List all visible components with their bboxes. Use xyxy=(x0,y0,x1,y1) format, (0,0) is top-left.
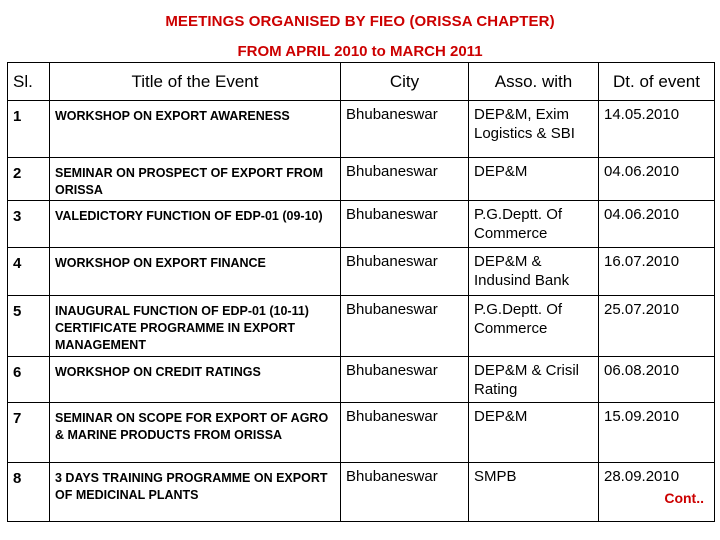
cell-asso: DEP&M, Exim Logistics & SBI xyxy=(469,101,599,158)
cell-asso: DEP&M & Indusind Bank xyxy=(469,248,599,296)
table-row xyxy=(8,158,715,201)
cell-sl: 8 xyxy=(8,462,50,521)
header-date: Dt. of event xyxy=(599,63,715,101)
cell-asso: P.G.Deptt. Of Commerce xyxy=(469,296,599,357)
cell-date: 14.05.2010 xyxy=(599,101,715,158)
cell-asso: P.G.Deptt. Of Commerce xyxy=(469,201,599,248)
cell-asso: SMPB xyxy=(469,462,599,521)
header-asso: Asso. with xyxy=(469,63,599,101)
cell-sl: 1 xyxy=(8,101,50,158)
document-title: MEETINGS ORGANISED BY FIEO (ORISSA CHAPTER) xyxy=(165,13,555,30)
cell-date: 15.09.2010 xyxy=(599,403,715,462)
continued-label: Cont.. xyxy=(664,489,704,506)
table-row xyxy=(8,462,715,521)
cell-title: WORKSHOP ON CREDIT RATINGS xyxy=(50,357,341,403)
cell-city: Bhubaneswar xyxy=(341,201,469,248)
table-row xyxy=(8,357,715,403)
cell-date: 16.07.2010 xyxy=(599,248,715,296)
cell-title: SEMINAR ON SCOPE FOR EXPORT OF AGRO & MARINE PRODUCTS FROM ORISSA xyxy=(50,403,341,462)
cell-city: Bhubaneswar xyxy=(341,248,469,296)
cell-date: 06.08.2010 xyxy=(599,357,715,403)
cell-city: Bhubaneswar xyxy=(341,296,469,357)
cell-title: VALEDICTORY FUNCTION OF EDP-01 (09-10) xyxy=(50,201,341,248)
cell-sl: 3 xyxy=(8,201,50,248)
cell-title: 3 DAYS TRAINING PROGRAMME ON EXPORT OF MEDICINAL PLANTS xyxy=(50,462,341,521)
cell-city: Bhubaneswar xyxy=(341,403,469,462)
cell-asso: DEP&M xyxy=(469,158,599,201)
cell-sl: 7 xyxy=(8,403,50,462)
table-row xyxy=(8,201,715,248)
meetings-table xyxy=(7,62,715,522)
cell-city: Bhubaneswar xyxy=(341,101,469,158)
cell-city: Bhubaneswar xyxy=(341,158,469,201)
header-city: City xyxy=(341,63,469,101)
cell-asso: DEP&M xyxy=(469,403,599,462)
cell-title: WORKSHOP ON EXPORT AWARENESS xyxy=(50,101,341,158)
cell-date: 04.06.2010 xyxy=(599,158,715,201)
cell-city: Bhubaneswar xyxy=(341,357,469,403)
table-header-row xyxy=(8,63,715,101)
table-row xyxy=(8,248,715,296)
table-row xyxy=(8,101,715,158)
cell-date xyxy=(599,462,715,521)
table-row xyxy=(8,403,715,462)
cell-sl: 2 xyxy=(8,158,50,201)
header-title: Title of the Event xyxy=(50,63,341,101)
table-row xyxy=(8,296,715,357)
date-text: 28.09.2010 xyxy=(604,467,680,485)
cell-date: 25.07.2010 xyxy=(599,296,715,357)
cell-sl: 5 xyxy=(8,296,50,357)
document-subtitle: FROM APRIL 2010 to MARCH 2011 xyxy=(237,43,483,60)
header-sl: Sl. xyxy=(8,63,50,101)
cell-title: SEMINAR ON PROSPECT OF EXPORT FROM ORISSA xyxy=(50,158,341,201)
cell-title: WORKSHOP ON EXPORT FINANCE xyxy=(50,248,341,296)
cell-date: 04.06.2010 xyxy=(599,201,715,248)
cell-city: Bhubaneswar xyxy=(341,462,469,521)
cell-asso: DEP&M & Crisil Rating xyxy=(469,357,599,403)
cell-sl: 6 xyxy=(8,357,50,403)
cell-sl: 4 xyxy=(8,248,50,296)
cell-title: INAUGURAL FUNCTION OF EDP-01 (10-11) CERTIFICATE PROGRAMME IN EXPORT MANAGEMENT xyxy=(50,296,341,357)
